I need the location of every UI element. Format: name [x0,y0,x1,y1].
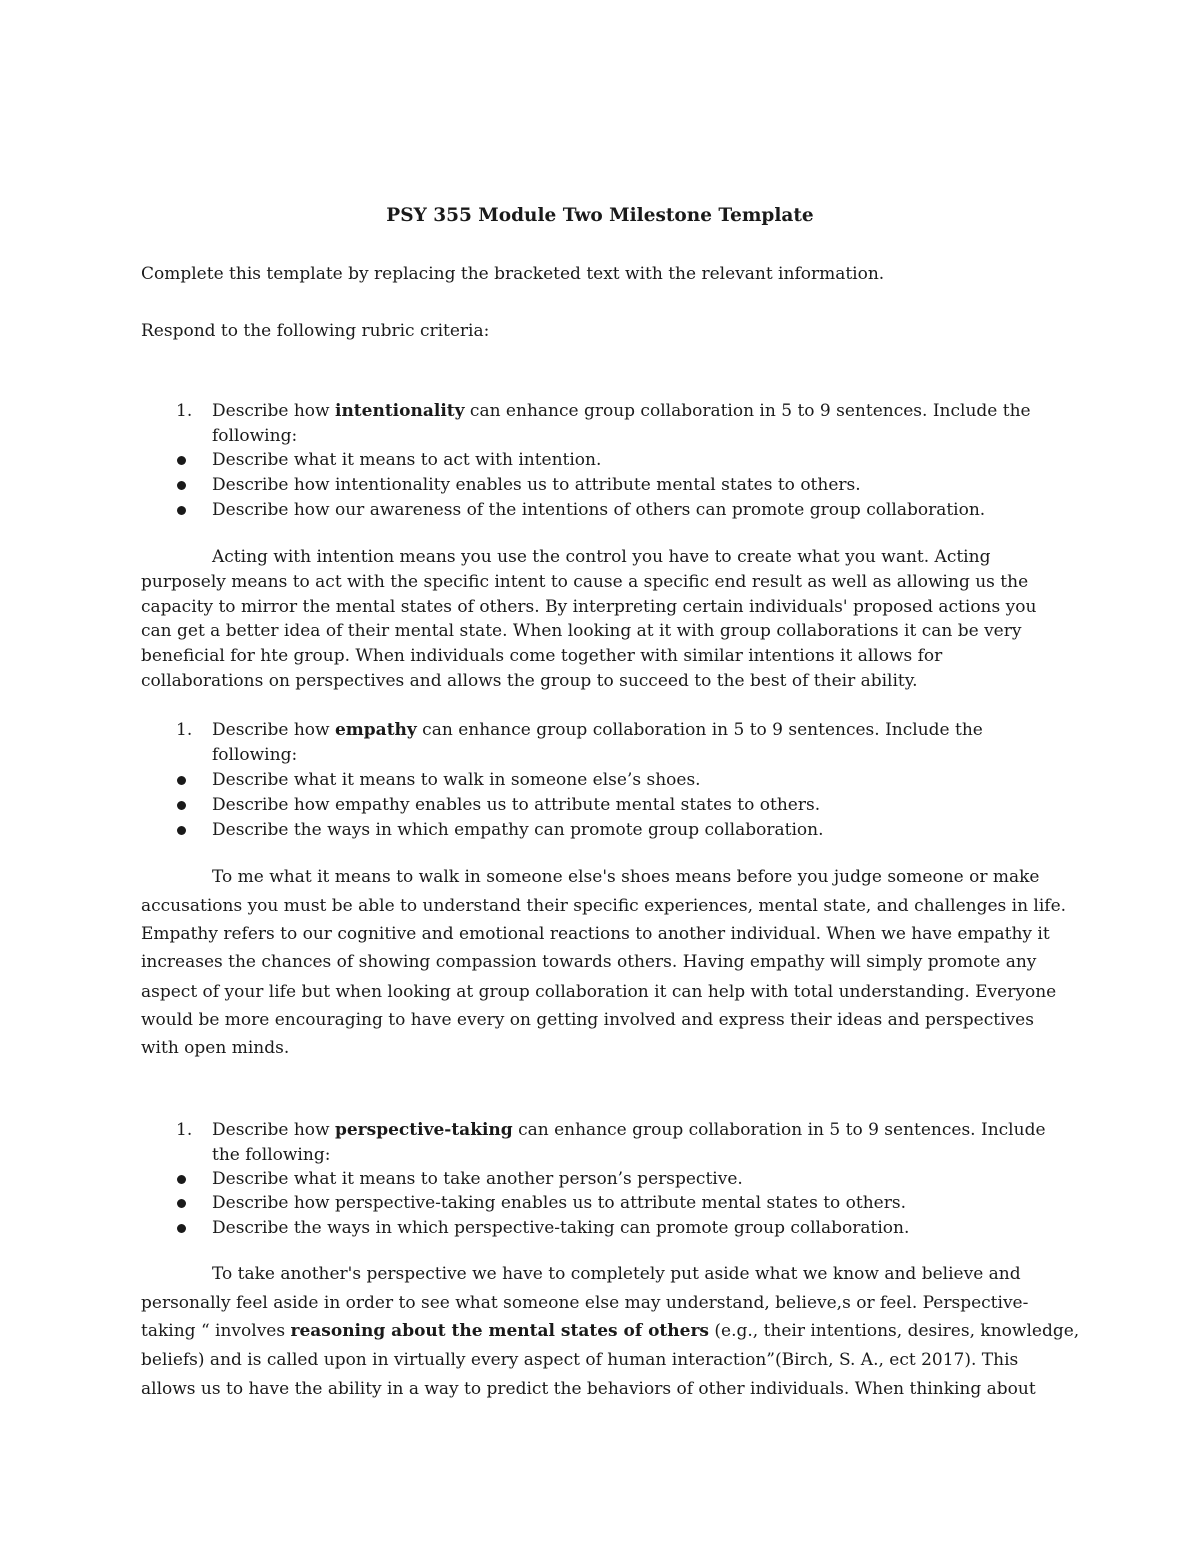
answer-line: purposely means to act with the specific intent to cause a specific end result as well as allowing us the [141,572,1029,592]
bullet-icon [177,1199,186,1208]
document-page: PSY 355 Module Two Milestone Template Complete this template by replacing the bracketed text with the relevant information. Respond to the following rubric criteria: 1. Describe how intentionality can enhance group collaboration in 5 to 9 sentences. Include the following: Describe what it means to act with intention. Describe how intentionality enables us to attribute mental states to others. Describe how our awareness of the intentions of others can promote group collaboration. Acting with intention means you use the control you have to create what you want. Acting purposely means to act with the specific intent to cause a specific end result as well as allowing us the capacity to mirror the mental states of others. By interpreting certain individuals' proposed actions you can get a better idea of their mental state. When looking at it with group collaborations it can be very beneficial for hte group. When individuals come together with similar intentions it allows for collaborations on perspectives and allows the group to succeed to the best of their ability. 1. Describe how empathy can enhance group collaboration in 5 to 9 sentences. Include the following: Describe what it means to walk in someone else’s shoes. Describe how empathy enables us to attribute mental states to others. Describe the ways in which empathy can promote group collaboration. To me what it means to walk in someone else's shoes means before you judge someone or make accusations you must be able to understand their specific experiences, mental state, and challenges in life. Empathy refers to our cognitive and emotional reactions to another individual. When we have empathy it increases the chances of showing compassion towards others. Having empathy will simply promote any aspect of your life but when looking at group collaboration it can help with total understanding. Everyone would be more encouraging to have every on getting involved and express their ideas and perspectives with open minds. 1. Describe how perspective-taking can enhance group collaboration in 5 to 9 sentences. Include the following: Describe what it means to take another person’s perspective. Describe how perspective-taking enables us to attribute mental states to others. Describe the ways in which perspective-taking can promote group collaboration. To take another's perspective we have to completely put aside what we know and believe and personally feel aside in order to see what someone else may understand, believe,s or feel. Perspective- taking “ involves reasoning about the mental states of others (e.g., their intentions, desires, knowledge, beliefs) and is called upon in virtually every aspect of human interaction”(Birch, S. A., ect 2017). This allows us to have the ability in a way to predict the behaviors of other individuals. When thinking about [0,0,1200,1553]
quoted-emphasis: reasoning about the mental states of others [290,1321,709,1341]
instructions-text: Complete this template by replacing the bracketed text with the relevant information. [141,264,885,284]
criterion-number: 1. [176,1120,193,1140]
document-title: PSY 355 Module Two Milestone Template [386,205,814,226]
answer-line: would be more encouraging to have every on getting involved and express their ideas and perspectives [141,1010,1034,1030]
answer-line: accusations you must be able to understand their specific experiences, mental state, and challenges in life. [141,896,1067,916]
answer-line: taking “ involves reasoning about the mental states of others (e.g., their intentions, desires, knowledge, [141,1321,1080,1341]
criterion-keyword: empathy [334,720,417,740]
criterion-number: 1. [176,720,193,740]
answer-line: increases the chances of showing compassion towards others. Having empathy will simply promote any [141,952,1037,972]
criterion-intentionality [141,399,1061,449]
answer-line: To take another's perspective we have to completely put aside what we know and believe and [212,1264,1021,1284]
criterion-keyword: intentionality [334,401,465,421]
answer-line: aspect of your life but when looking at group collaboration it can help with total understanding. Everyone [141,982,1057,1002]
bullet-icon [177,1224,186,1233]
answer-line: can get a better idea of their mental state. When looking at it with group collaborations it can be very [141,621,1022,641]
answer-line: personally feel aside in order to see what someone else may understand, believe,s or feel. Perspective- [141,1293,1029,1313]
criterion-question: Describe how intentionality can enhance group collaboration in 5 to 9 sentences. Include the following: [212,401,1031,446]
criterion-question: Describe how empathy can enhance group collaboration in 5 to 9 sentences. Include the following: [212,720,983,765]
criterion-empathy [141,718,1061,768]
answer-line: beneficial for hte group. When individuals come together with similar intentions it allows for [141,646,943,666]
criterion-keyword: perspective-taking [334,1120,513,1140]
answer-line: Acting with intention means you use the control you have to create what you want. Acting [212,547,991,567]
answer-line: collaborations on perspectives and allows the group to succeed to the best of their ability. [141,671,918,691]
respond-prompt: Respond to the following rubric criteria: [141,321,490,341]
bullet-icon [177,1175,186,1184]
bullet-icon [177,506,186,515]
criterion-question: Describe how perspective-taking can enhance group collaboration in 5 to 9 sentences. Include the following: [212,1120,1046,1165]
bullet-icon [177,776,186,785]
answer-line: allows us to have the ability in a way to predict the behaviors of other individuals. When thinking about [141,1379,1036,1399]
answer-line: To me what it means to walk in someone else's shoes means before you judge someone or make [212,867,1040,887]
bullet-icon [177,481,186,490]
bullet-icon [177,826,186,835]
bullet-icon [177,801,186,810]
criterion-number: 1. [176,401,193,421]
answer-line: beliefs) and is called upon in virtually every aspect of human interaction”(Birch, S. A., ect 2017). This [141,1350,1019,1370]
bullet-icon [177,456,186,465]
answer-line: Empathy refers to our cognitive and emotional reactions to another individual. When we have empathy it [141,924,1050,944]
answer-line: capacity to mirror the mental states of others. By interpreting certain individuals' proposed actions you [141,597,1037,617]
answer-line: with open minds. [141,1038,290,1058]
criterion-perspective-taking [141,1118,1061,1168]
